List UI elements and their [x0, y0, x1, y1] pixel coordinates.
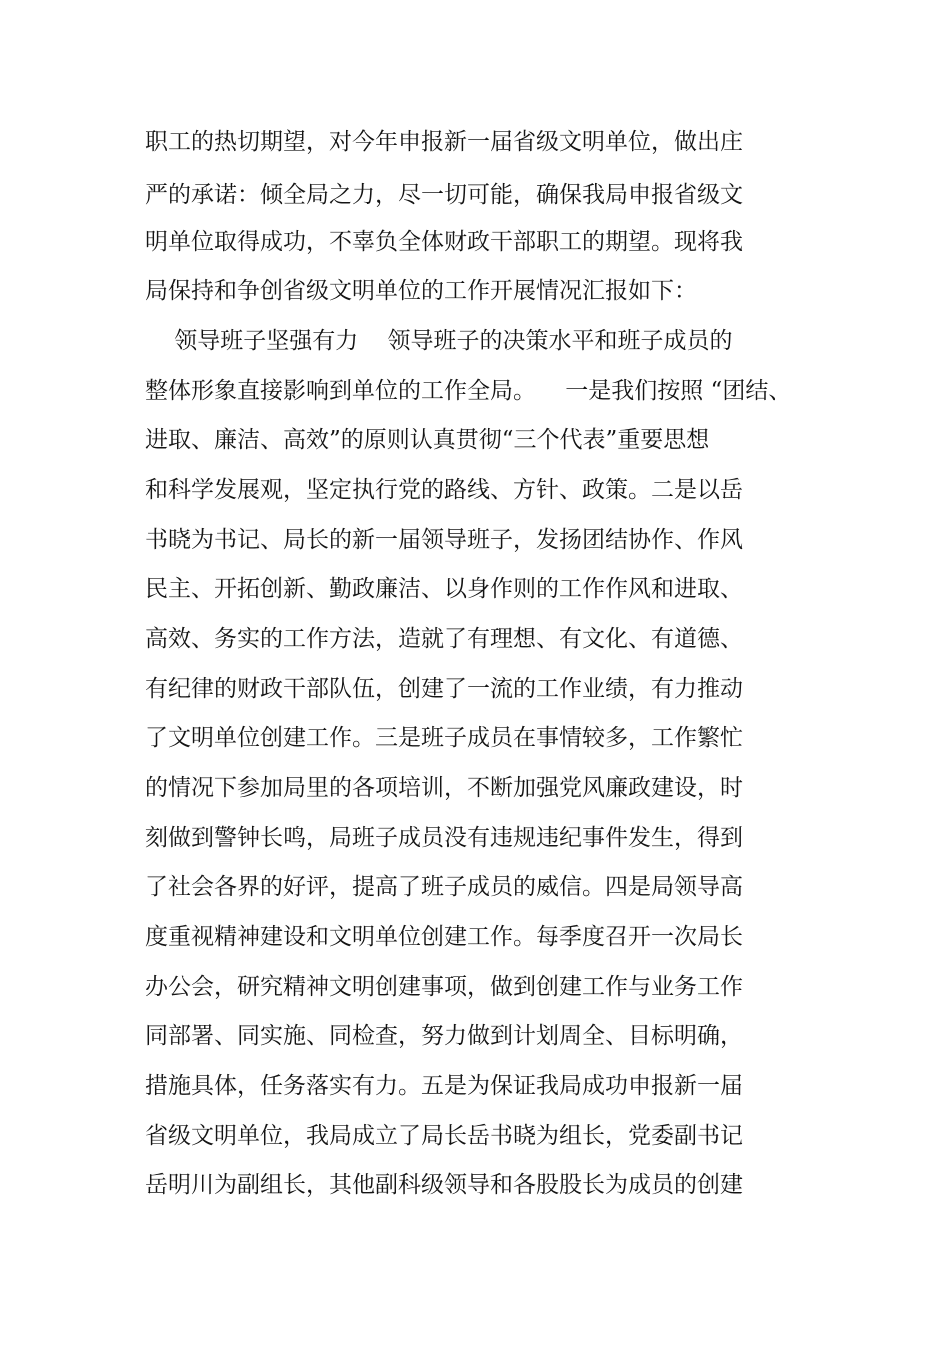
text-line: 书晓为书记、局长的新一届领导班子，发扬团结协作、作风	[145, 527, 743, 553]
text-line: 高效、务实的工作方法，造就了有理想、有文化、有道德、	[145, 626, 743, 652]
text-line: 办公会，研究精神文明创建事项，做到创建工作与业务工作	[145, 974, 743, 1000]
text-line: 了文明单位创建工作。三是班子成员在事情较多，工作繁忙	[145, 725, 743, 751]
text-line: 刻做到警钟长鸣，局班子成员没有违规违纪事件发生，得到	[145, 825, 743, 851]
text-line: 了社会各界的好评，提高了班子成员的威信。四是局领导高	[145, 874, 743, 900]
text-line: 同部署、同实施、同检查，努力做到计划周全、目标明确，	[145, 1023, 743, 1049]
text-line: 领导班子坚强有力 领导班子的决策水平和班子成员的	[145, 328, 733, 354]
text-line: 明单位取得成功，不辜负全体财政干部职工的期望。现将我	[145, 229, 743, 255]
text-line: 职工的热切期望，对今年申报新一届省级文明单位，做出庄	[145, 129, 743, 155]
text-line: 整体形象直接影响到单位的工作全局。 一是我们按照 “团结、	[145, 378, 792, 404]
text-line: 的情况下参加局里的各项培训，不断加强党风廉政建设，时	[145, 775, 743, 801]
text-line: 和科学发展观，坚定执行党的路线、方针、政策。二是以岳	[145, 477, 743, 503]
text-line: 岳明川为副组长，其他副科级领导和各股股长为成员的创建	[145, 1172, 743, 1198]
text-line: 措施具体，任务落实有力。五是为保证我局成功申报新一届	[145, 1073, 743, 1099]
text-line: 有纪律的财政干部队伍，创建了一流的工作业绩，有力推动	[145, 676, 743, 702]
text-line: 省级文明单位，我局成立了局长岳书晓为组长，党委副书记	[145, 1123, 743, 1149]
text-line: 度重视精神建设和文明单位创建工作。每季度召开一次局长	[145, 924, 743, 950]
text-line: 进取、廉洁、高效”的原则认真贯彻“三个代表”重要思想	[145, 427, 710, 453]
text-line: 严的承诺：倾全局之力，尽一切可能，确保我局申报省级文	[145, 182, 743, 208]
text-line: 民主、开拓创新、勤政廉洁、以身作则的工作作风和进取、	[145, 576, 743, 602]
text-line: 局保持和争创省级文明单位的工作开展情况汇报如下：	[145, 278, 697, 304]
